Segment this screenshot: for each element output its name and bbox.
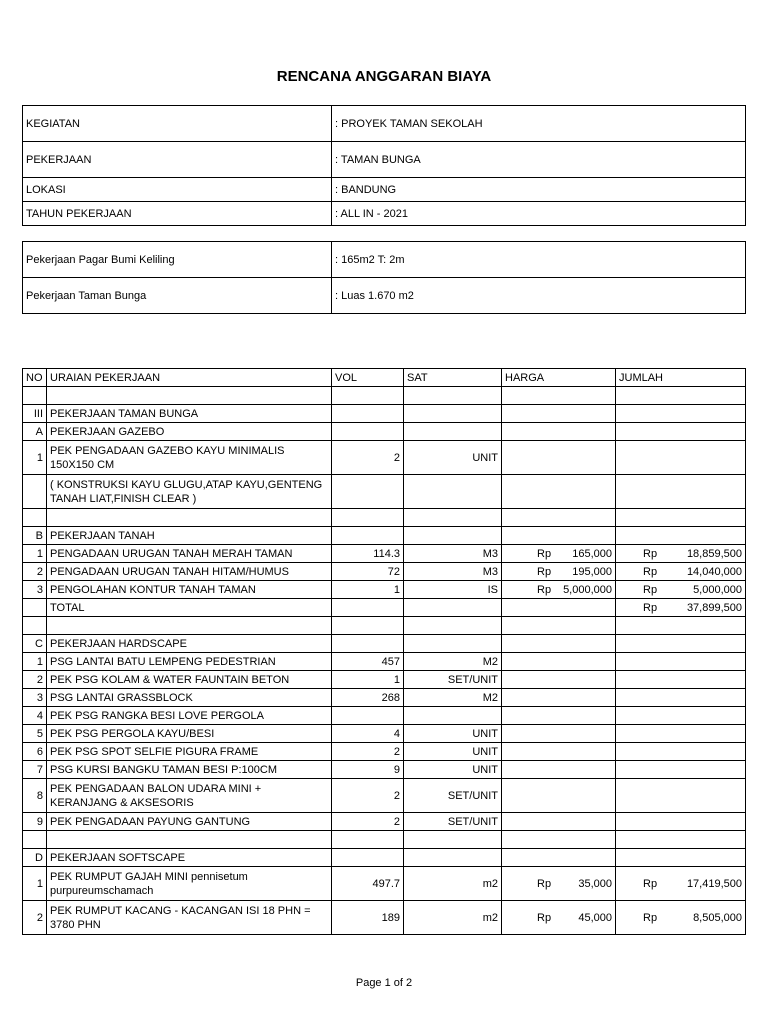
project-info-table bbox=[22, 105, 746, 226]
row-vol bbox=[332, 405, 404, 423]
row-jumlah bbox=[616, 423, 746, 441]
row-no: C bbox=[23, 635, 47, 653]
row-uraian: PSG LANTAI GRASSBLOCK bbox=[47, 689, 332, 707]
row-no bbox=[23, 831, 47, 849]
table-row bbox=[23, 387, 746, 405]
row-vol bbox=[332, 599, 404, 617]
row-sat bbox=[404, 617, 502, 635]
row-harga bbox=[502, 831, 616, 849]
row-jumlah bbox=[616, 901, 746, 935]
row-harga bbox=[502, 813, 616, 831]
info-row bbox=[23, 142, 746, 178]
currency-label: Rp bbox=[643, 601, 658, 614]
row-uraian: TOTAL bbox=[47, 599, 332, 617]
row-jumlah bbox=[616, 599, 746, 617]
info-row bbox=[23, 178, 746, 202]
row-no bbox=[23, 617, 47, 635]
row-sat bbox=[404, 475, 502, 509]
row-no: 7 bbox=[23, 761, 47, 779]
table-row bbox=[23, 867, 746, 901]
row-sat bbox=[404, 527, 502, 545]
row-jumlah bbox=[616, 509, 746, 527]
scope-info-table bbox=[22, 241, 746, 314]
row-sat bbox=[404, 599, 502, 617]
row-uraian: PEKERJAAN TANAH bbox=[47, 527, 332, 545]
scope-label: Pekerjaan Pagar Bumi Keliling bbox=[23, 242, 332, 278]
header-no: NO bbox=[23, 369, 47, 387]
table-row bbox=[23, 527, 746, 545]
row-jumlah bbox=[616, 689, 746, 707]
row-vol: 1 bbox=[332, 581, 404, 599]
table-row bbox=[23, 725, 746, 743]
table-row bbox=[23, 423, 746, 441]
row-no: D bbox=[23, 849, 47, 867]
row-sat bbox=[404, 849, 502, 867]
row-jumlah bbox=[616, 707, 746, 725]
currency-label: Rp bbox=[643, 877, 658, 890]
row-jumlah bbox=[616, 813, 746, 831]
row-no: 2 bbox=[23, 901, 47, 935]
price-value: 35,000 bbox=[578, 877, 612, 890]
row-harga bbox=[502, 581, 616, 599]
row-no: 3 bbox=[23, 689, 47, 707]
row-vol: 72 bbox=[332, 563, 404, 581]
row-no: 5 bbox=[23, 725, 47, 743]
row-harga bbox=[502, 617, 616, 635]
row-harga bbox=[502, 761, 616, 779]
row-jumlah bbox=[616, 617, 746, 635]
row-harga bbox=[502, 599, 616, 617]
scope-value: : Luas 1.670 m2 bbox=[332, 278, 746, 314]
table-row bbox=[23, 761, 746, 779]
row-sat: M2 bbox=[404, 653, 502, 671]
row-vol: 114.3 bbox=[332, 545, 404, 563]
budget-table bbox=[22, 368, 746, 935]
currency-label: Rp bbox=[537, 911, 552, 924]
table-row bbox=[23, 405, 746, 423]
table-row bbox=[23, 779, 746, 813]
amount-value: 5,000,000 bbox=[693, 583, 742, 596]
row-vol bbox=[332, 387, 404, 405]
currency-label: Rp bbox=[537, 565, 552, 578]
page-title: RENCANA ANGGARAN BIAYA bbox=[276, 68, 492, 85]
row-vol bbox=[332, 509, 404, 527]
row-sat: SET/UNIT bbox=[404, 779, 502, 813]
table-body bbox=[23, 387, 746, 935]
row-sat bbox=[404, 635, 502, 653]
row-harga bbox=[502, 423, 616, 441]
row-jumlah bbox=[616, 831, 746, 849]
row-jumlah bbox=[616, 761, 746, 779]
row-harga bbox=[502, 707, 616, 725]
row-sat: M2 bbox=[404, 689, 502, 707]
row-harga bbox=[502, 653, 616, 671]
row-uraian: PSG KURSI BANGKU TAMAN BESI P:100CM bbox=[47, 761, 332, 779]
amount-value: 8,505,000 bbox=[693, 911, 742, 924]
row-jumlah bbox=[616, 475, 746, 509]
row-harga bbox=[502, 901, 616, 935]
row-harga bbox=[502, 387, 616, 405]
row-sat: m2 bbox=[404, 867, 502, 901]
row-no: A bbox=[23, 423, 47, 441]
scope-value: : 165m2 T: 2m bbox=[332, 242, 746, 278]
table-row bbox=[23, 635, 746, 653]
row-jumlah bbox=[616, 725, 746, 743]
row-vol: 2 bbox=[332, 813, 404, 831]
price-value: 165,000 bbox=[572, 547, 612, 560]
info-label: LOKASI bbox=[23, 178, 332, 202]
header-vol: VOL bbox=[332, 369, 404, 387]
row-vol bbox=[332, 527, 404, 545]
row-uraian: ( KONSTRUKSI KAYU GLUGU,ATAP KAYU,GENTENG TANAH LIAT,FINISH CLEAR ) bbox=[47, 475, 332, 509]
row-harga bbox=[502, 689, 616, 707]
info-label: TAHUN PEKERJAAN bbox=[23, 202, 332, 226]
row-no: 1 bbox=[23, 545, 47, 563]
row-uraian: PEK RUMPUT KACANG - KACANGAN ISI 18 PHN = 3780 PHN bbox=[47, 901, 332, 935]
info-row bbox=[23, 202, 746, 226]
row-vol bbox=[332, 475, 404, 509]
header-harga: HARGA bbox=[502, 369, 616, 387]
row-uraian: PEKERJAAN HARDSCAPE bbox=[47, 635, 332, 653]
row-sat bbox=[404, 831, 502, 849]
currency-label: Rp bbox=[643, 583, 658, 596]
row-harga bbox=[502, 867, 616, 901]
row-no bbox=[23, 509, 47, 527]
row-jumlah bbox=[616, 671, 746, 689]
row-harga bbox=[502, 475, 616, 509]
table-row bbox=[23, 545, 746, 563]
row-sat: SET/UNIT bbox=[404, 813, 502, 831]
row-no: 9 bbox=[23, 813, 47, 831]
row-sat: IS bbox=[404, 581, 502, 599]
row-vol: 2 bbox=[332, 779, 404, 813]
row-no: 1 bbox=[23, 867, 47, 901]
row-sat bbox=[404, 405, 502, 423]
row-vol bbox=[332, 831, 404, 849]
row-jumlah bbox=[616, 563, 746, 581]
row-no: 4 bbox=[23, 707, 47, 725]
table-row bbox=[23, 563, 746, 581]
currency-label: Rp bbox=[643, 911, 658, 924]
row-uraian: PSG LANTAI BATU LEMPENG PEDESTRIAN bbox=[47, 653, 332, 671]
table-row bbox=[23, 599, 746, 617]
row-harga bbox=[502, 545, 616, 563]
row-uraian: PEK RUMPUT GAJAH MINI pennisetum purpureumschamach bbox=[47, 867, 332, 901]
row-harga bbox=[502, 671, 616, 689]
row-harga bbox=[502, 635, 616, 653]
scope-row bbox=[23, 242, 746, 278]
table-row bbox=[23, 509, 746, 527]
row-no bbox=[23, 387, 47, 405]
amount-value: 37,899,500 bbox=[686, 601, 742, 614]
row-no: 2 bbox=[23, 563, 47, 581]
amount-value: 18,859,500 bbox=[686, 547, 742, 560]
row-no: B bbox=[23, 527, 47, 545]
row-harga bbox=[502, 509, 616, 527]
row-vol bbox=[332, 635, 404, 653]
info-label: KEGIATAN bbox=[23, 106, 332, 142]
info-label: PEKERJAAN bbox=[23, 142, 332, 178]
row-sat: SET/UNIT bbox=[404, 671, 502, 689]
currency-label: Rp bbox=[537, 583, 552, 596]
row-no bbox=[23, 475, 47, 509]
row-no bbox=[23, 599, 47, 617]
currency-label: Rp bbox=[537, 877, 552, 890]
row-no: III bbox=[23, 405, 47, 423]
row-no: 6 bbox=[23, 743, 47, 761]
row-uraian bbox=[47, 831, 332, 849]
scope-label: Pekerjaan Taman Bunga bbox=[23, 278, 332, 314]
table-row bbox=[23, 689, 746, 707]
row-sat: m2 bbox=[404, 901, 502, 935]
table-row bbox=[23, 743, 746, 761]
row-sat bbox=[404, 387, 502, 405]
row-uraian: PEK PENGADAAN BALON UDARA MINI + KERANJANG & AKSESORIS bbox=[47, 779, 332, 813]
row-harga bbox=[502, 743, 616, 761]
currency-label: Rp bbox=[537, 547, 552, 560]
row-uraian: PEKERJAAN SOFTSCAPE bbox=[47, 849, 332, 867]
table-row bbox=[23, 707, 746, 725]
row-vol: 2 bbox=[332, 743, 404, 761]
table-row bbox=[23, 617, 746, 635]
row-uraian bbox=[47, 617, 332, 635]
row-harga bbox=[502, 405, 616, 423]
row-vol: 268 bbox=[332, 689, 404, 707]
table-row bbox=[23, 831, 746, 849]
row-uraian: PEKERJAAN TAMAN BUNGA bbox=[47, 405, 332, 423]
row-harga bbox=[502, 527, 616, 545]
row-vol bbox=[332, 423, 404, 441]
header-uraian: URAIAN PEKERJAAN bbox=[47, 369, 332, 387]
table-row bbox=[23, 581, 746, 599]
row-uraian: PENGADAAN URUGAN TANAH HITAM/HUMUS bbox=[47, 563, 332, 581]
row-vol: 1 bbox=[332, 671, 404, 689]
table-row bbox=[23, 901, 746, 935]
row-jumlah bbox=[616, 545, 746, 563]
row-uraian: PEK PSG RANGKA BESI LOVE PERGOLA bbox=[47, 707, 332, 725]
row-sat: UNIT bbox=[404, 743, 502, 761]
price-value: 5,000,000 bbox=[563, 583, 612, 596]
row-jumlah bbox=[616, 867, 746, 901]
row-vol: 497.7 bbox=[332, 867, 404, 901]
row-sat: M3 bbox=[404, 545, 502, 563]
row-uraian bbox=[47, 509, 332, 527]
row-harga bbox=[502, 849, 616, 867]
table-row bbox=[23, 653, 746, 671]
row-harga bbox=[502, 563, 616, 581]
info-row bbox=[23, 106, 746, 142]
price-value: 195,000 bbox=[572, 565, 612, 578]
row-uraian: PEKERJAAN GAZEBO bbox=[47, 423, 332, 441]
amount-value: 14,040,000 bbox=[686, 565, 742, 578]
row-no: 3 bbox=[23, 581, 47, 599]
row-no: 1 bbox=[23, 441, 47, 475]
row-no: 1 bbox=[23, 653, 47, 671]
table-row bbox=[23, 441, 746, 475]
row-no: 8 bbox=[23, 779, 47, 813]
header-jumlah: JUMLAH bbox=[616, 369, 746, 387]
page-footer: Page 1 of 2 bbox=[355, 977, 413, 989]
row-vol: 189 bbox=[332, 901, 404, 935]
row-jumlah bbox=[616, 441, 746, 475]
row-sat: UNIT bbox=[404, 441, 502, 475]
price-value: 45,000 bbox=[578, 911, 612, 924]
header-sat: SAT bbox=[404, 369, 502, 387]
row-jumlah bbox=[616, 743, 746, 761]
row-jumlah bbox=[616, 387, 746, 405]
info-value: : PROYEK TAMAN SEKOLAH bbox=[332, 106, 746, 142]
row-jumlah bbox=[616, 635, 746, 653]
row-uraian: PEK PSG PERGOLA KAYU/BESI bbox=[47, 725, 332, 743]
table-row bbox=[23, 849, 746, 867]
currency-label: Rp bbox=[643, 547, 658, 560]
row-vol bbox=[332, 849, 404, 867]
row-vol: 9 bbox=[332, 761, 404, 779]
row-vol bbox=[332, 617, 404, 635]
row-harga bbox=[502, 725, 616, 743]
row-harga bbox=[502, 441, 616, 475]
row-vol: 457 bbox=[332, 653, 404, 671]
row-vol bbox=[332, 707, 404, 725]
row-uraian: PEK PSG SPOT SELFIE PIGURA FRAME bbox=[47, 743, 332, 761]
row-jumlah bbox=[616, 581, 746, 599]
table-row bbox=[23, 671, 746, 689]
table-row bbox=[23, 475, 746, 509]
scope-row bbox=[23, 278, 746, 314]
row-sat: UNIT bbox=[404, 761, 502, 779]
row-vol: 4 bbox=[332, 725, 404, 743]
row-sat bbox=[404, 707, 502, 725]
row-sat: UNIT bbox=[404, 725, 502, 743]
amount-value: 17,419,500 bbox=[686, 877, 742, 890]
table-header-row bbox=[23, 369, 746, 387]
row-uraian bbox=[47, 387, 332, 405]
row-jumlah bbox=[616, 849, 746, 867]
currency-label: Rp bbox=[643, 565, 658, 578]
row-jumlah bbox=[616, 779, 746, 813]
row-uraian: PEK PSG KOLAM & WATER FAUNTAIN BETON bbox=[47, 671, 332, 689]
row-uraian: PENGADAAN URUGAN TANAH MERAH TAMAN bbox=[47, 545, 332, 563]
row-vol: 2 bbox=[332, 441, 404, 475]
info-value: : ALL IN - 2021 bbox=[332, 202, 746, 226]
row-sat bbox=[404, 423, 502, 441]
table-row bbox=[23, 813, 746, 831]
row-no: 2 bbox=[23, 671, 47, 689]
row-sat bbox=[404, 509, 502, 527]
row-sat: M3 bbox=[404, 563, 502, 581]
row-uraian: PEK PENGADAAN GAZEBO KAYU MINIMALIS 150X150 CM bbox=[47, 441, 332, 475]
row-jumlah bbox=[616, 653, 746, 671]
row-jumlah bbox=[616, 405, 746, 423]
info-value: : BANDUNG bbox=[332, 178, 746, 202]
row-uraian: PEK PENGADAAN PAYUNG GANTUNG bbox=[47, 813, 332, 831]
row-harga bbox=[502, 779, 616, 813]
row-uraian: PENGOLAHAN KONTUR TANAH TAMAN bbox=[47, 581, 332, 599]
row-jumlah bbox=[616, 527, 746, 545]
info-value: : TAMAN BUNGA bbox=[332, 142, 746, 178]
